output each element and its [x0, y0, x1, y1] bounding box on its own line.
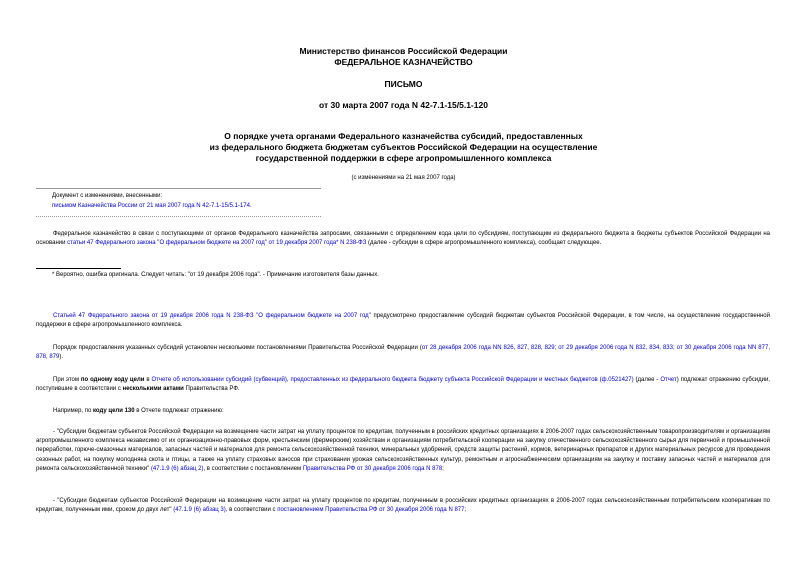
paragraph-1: Федеральное казначейство в связи с поступающими от органов Федерального казначейства запросами, связанными с определением кода цели по субсидиям, поступающим из федерального бюджета в бюджеты субъектов Российской Федерации на основании статьи 47 Федерального закона "О федеральном бюджете на 2007 год" от 19 декабря 2007 года* N 238-ФЗ (далее - субсидии в сфере агропромышленного комплекса), сообщает следующее. — [36, 231, 770, 247]
subject-line-3: государственной поддержки в сфере агропромышленного комплекса — [255, 153, 552, 163]
decree-877-link[interactable]: постановлением Правительства РФ от 30 декабря 2006 года N 877 — [277, 507, 465, 514]
law-reference-link[interactable]: Статьей 47 Федерального закона от 19 декабря 2006 года N 238-ФЗ "О федеральном бюджете на 2007 год" — [53, 313, 371, 319]
paragraph-4: При этом по одному коду цели в Отчете об использовании субсидий (субвенций), предоставленных из федерального бюджета бюджету субъекта Российской Федерации и местных бюджетов (ф.0521427) (далее - Отчет) подлежат отражению субсидии, поступившие в соответствии с несколькими актами Правительства РФ. — [36, 377, 770, 393]
paragraph-5: Например, по коду цели 130 в Отчете подлежат отражению: — [53, 408, 224, 414]
report-link[interactable]: Отчет — [660, 377, 677, 383]
subject-line-2: из федерального бюджета бюджетам субъектов Российской Федерации на осуществление — [209, 142, 598, 152]
document-date-number: от 30 марта 2007 года N 42-7.1-15/5.1-120 — [319, 100, 488, 110]
footnote: * Вероятно, ошибка оригинала. Следует читать: "от 19 декабря 2006 года". - Примечание изготовителя базы данных. — [52, 272, 379, 278]
article-clause-link-2[interactable]: (47.1.9 (6) абзац 3) — [173, 507, 226, 514]
ministry-name: Министерство финансов Российской Федерации — [299, 46, 508, 56]
law-article-link[interactable]: статьи 47 Федерального закона "О федеральном бюджете на 2007 год" от 19 декабря 2007 года* N 238-ФЗ — [67, 240, 367, 247]
agency-name: ФЕДЕРАЛЬНОЕ КАЗНАЧЕЙСТВО — [334, 57, 473, 67]
paragraph-3: Порядок предоставления указанных субсидий установлен несколькими постановлениями Правительства Российской Федерации (от 28 декабря 2006 года NN 826, 827, 828, 829; от 29 декабря 2006 года N 832, 834, 833; от 30 декабря 2006 года NN 877, 878, 879). — [36, 345, 770, 361]
report-form-link[interactable]: Отчете об использовании субсидий (субвенций), предоставленных из федерального бюджета бюджету субъекта Российской Федерации и местных бюджетов (ф.0521427) — [151, 377, 634, 383]
decree-878-link[interactable]: Правительства РФ от 30 декабря 2006 года N 878 — [302, 465, 443, 472]
revision-top-rule — [36, 188, 321, 189]
paragraph-7: - "Субсидии бюджетам субъектов Российской Федерации на возмещение части затрат на уплату процентов по кредитам, полученным в российских кредитных организациях в 2006-2007 годах сельскохозяйственным потребительским кооперативам по кредитам, полученным ими, сроком до двух лет" (47.1.9 (6) абзац 3), в соответствии с постановлением Правительства РФ от 30 декабря 2006 года N 877; — [36, 498, 770, 514]
document-type: ПИСЬМО — [384, 79, 423, 89]
subject-line-1: О порядке учета органами Федерального казначейства субсидий, предоставленных — [224, 131, 583, 141]
changes-note: (с изменениями на 21 мая 2007 года) — [351, 175, 456, 181]
government-decrees-link[interactable]: от 28 декабря 2006 года NN 826, 827, 828, 829; от 29 декабря 2006 года N 832, 834, 833; от 30 декабря 2006 года NN 877, 878, 879 — [36, 345, 770, 361]
revision-note: Документ с изменениями, внесенными: — [52, 193, 163, 199]
footnote-rule — [36, 268, 121, 269]
paragraph-2: Статьей 47 Федерального закона от 19 декабря 2006 года N 238-ФЗ "О федеральном бюджете на 2007 год" предусмотрено предоставление субсидий бюджетам субъектов Российской Федерации, в том числе, на осуществление государственной поддержки в сфере агропромышленного комплекса. — [36, 313, 770, 329]
document-subject — [0, 131, 807, 164]
revision-link[interactable]: письмом Казначейства России от 21 мая 2007 года N 42-7.1-15/5.1-174. — [52, 203, 252, 209]
paragraph-6: - "Субсидии бюджетам субъектов Российской Федерации на возмещение части затрат на уплату процентов по кредитам, полученным в российских кредитных организациях в 2006-2007 годах сельскохозяйственным товаропроизводителям и организациям агропромышленного комплекса независимо от их организационно-правовых форм, крестьянским (фермерским) хозяйствам и организациям потребительской кооперации на закупку отечественного сельскохозяйственного сырья для первичной и промышленной переработки, горюче-смазочных материалов, запасных частей и материалов для ремонта сельскохозяйственной техники, минеральных удобрений, средств защиты растений, кормов, ветеринарных препаратов и других материальных ресурсов для проведения сезонных работ, на покупку молодняка скота и птицы, а также на уплату страховых взносов при страховании урожая сельскохозяйственных культур, ремонтным и агроснабженческим организациям на закупку и поставку запасных частей и материалов для ремонта сельскохозяйственной техники" (47.1.9 (6) абзац 2), в соответствии с постановлением Правительства РФ от 30 декабря 2006 года N 878; — [36, 429, 770, 472]
revision-bottom-rule — [36, 216, 321, 217]
article-clause-link-1[interactable]: (47.1.9 (6) абзац 2) — [150, 465, 204, 472]
